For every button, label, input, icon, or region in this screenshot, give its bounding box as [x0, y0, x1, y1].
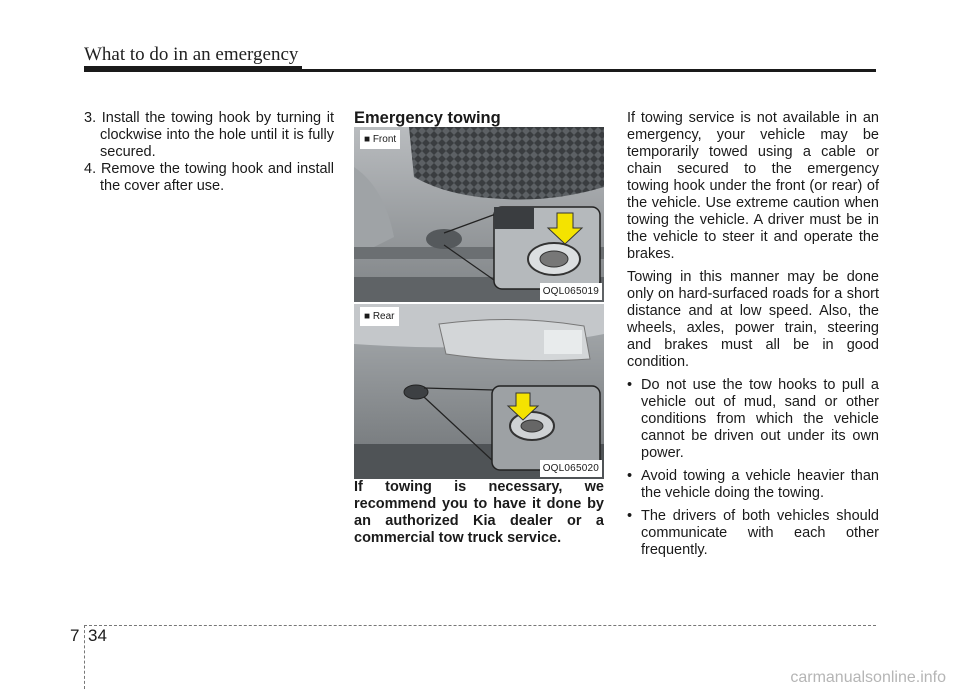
front-bumper-illustration: [354, 127, 604, 302]
rear-tow-hook-figure: [354, 304, 604, 479]
figure-label: ■ Rear: [360, 307, 399, 326]
figure-code: OQL065020: [540, 460, 602, 477]
rear-bumper-illustration: [354, 304, 604, 479]
instruction-step: 4. Remove the towing hook and install the cover after use.: [84, 161, 334, 194]
list-item: • Avoid towing a vehicle heavier than the vehicle doing the towing.: [627, 468, 879, 502]
section-title: Emergency towing: [354, 109, 501, 127]
footer-divider: [84, 625, 85, 689]
page-header-title: What to do in an emergency: [84, 44, 299, 65]
body-paragraph: If towing service is not available in an emergency, your vehicle may be temporarily towed using a cable or chain secured to the emergency towing hook under the front (or rear) of the vehicle. Use extreme caution when towing the vehicle. A driver must be in the vehicle to steer it and operate the brakes.: [627, 110, 879, 262]
chapter-number: 7: [70, 626, 80, 645]
right-column: [627, 110, 879, 565]
left-column: [84, 110, 334, 195]
list-item: • Do not use the tow hooks to pull a vehicle out of mud, sand or other conditions from which the vehicle cannot be driven out under its own power.: [627, 377, 879, 462]
body-paragraph: Towing in this manner may be done only on hard-surfaced roads for a short distance and at low speed. Also, the wheels, axles, power train, steering and brakes must all be in good condition.: [627, 269, 879, 370]
header-rule: [84, 69, 876, 72]
towing-note: If towing is necessary, we recommend you to have it done by an authorized Kia dealer or a commercial tow truck service.: [354, 479, 604, 546]
site-watermark: carmanualsonline.info: [790, 669, 946, 686]
warning-list: [627, 377, 879, 559]
instruction-step: 3. Install the towing hook by turning it clockwise into the hole until it is fully secured.: [84, 110, 334, 160]
figure-code: OQL065019: [540, 283, 602, 300]
middle-column: [354, 110, 604, 547]
page-number: 34: [88, 626, 107, 645]
figure-label: ■ Front: [360, 130, 400, 149]
footer-rule: [84, 625, 876, 626]
list-item: • The drivers of both vehicles should communicate with each other frequently.: [627, 508, 879, 559]
front-tow-hook-figure: [354, 127, 604, 302]
